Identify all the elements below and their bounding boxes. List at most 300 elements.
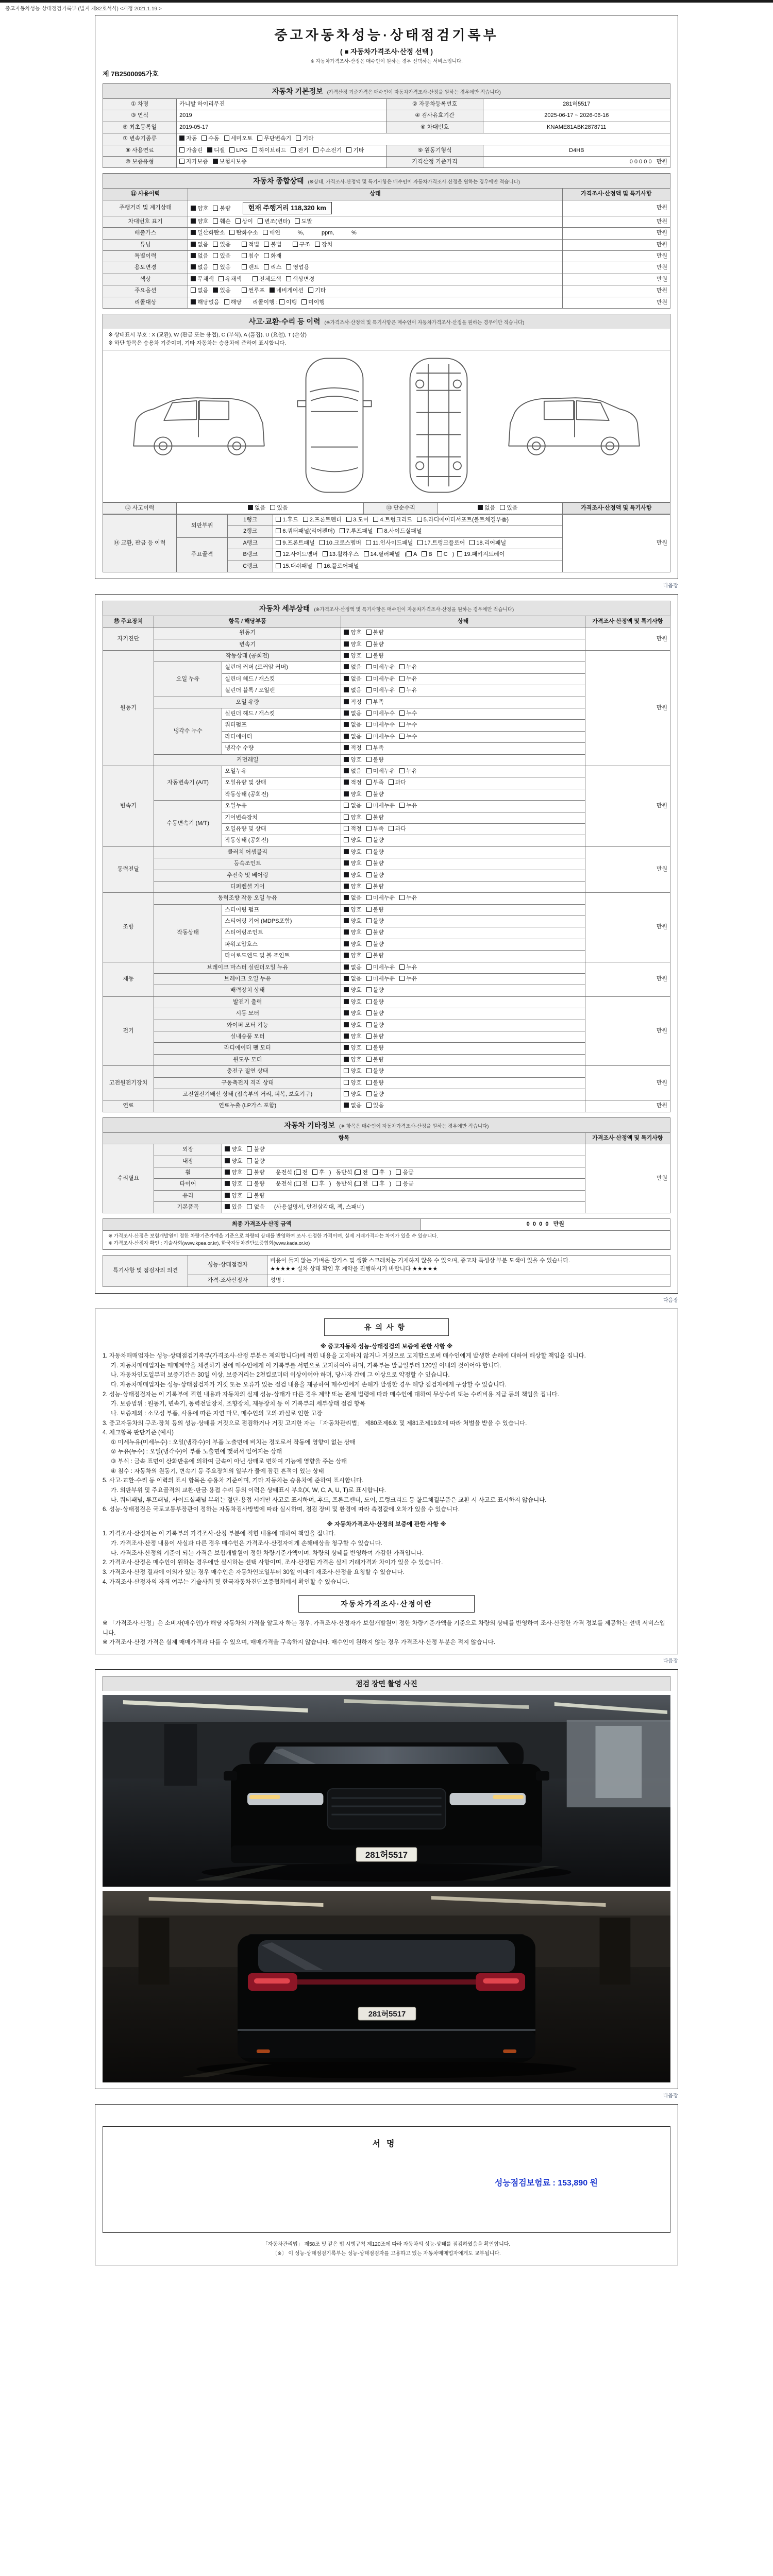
cell (341, 974, 585, 985)
cell: 만원 (562, 285, 670, 297)
cell: 고전원전기배선 상태 (접속부의 거리, 피복, 보호기구) (154, 1089, 341, 1100)
checkbox (344, 630, 349, 635)
photos-title: 점검 장면 촬영 사진 (356, 1680, 417, 1688)
checkbox-option: 불량 (366, 641, 384, 649)
checkbox-option: 없음 (478, 504, 495, 512)
accident-legend-line-1: ※ 상태표시 부호 : X (교환), W (판금 또는 용접), C (부식), A (흠집), U (요철), T (손상) (108, 332, 307, 338)
next-page-label: 다음장 (663, 1658, 678, 1665)
cell: ⑭ 교환, 판금 등 이력 (103, 514, 177, 572)
checkbox-option: 양호 (344, 918, 361, 925)
checkbox-option: 없음 (344, 710, 361, 718)
cell: 상태 (188, 189, 563, 200)
cell (273, 514, 563, 526)
checkbox-option: 양호 (344, 629, 361, 637)
checkbox-option: 양호 (344, 814, 361, 822)
license-plate-text: 281허5517 (368, 2009, 406, 2019)
cell: 리콜대상 (103, 297, 188, 308)
cell (341, 720, 585, 731)
checkbox (344, 664, 349, 669)
checkbox-option: 누수 (399, 721, 417, 729)
checkbox-option: 누유 (399, 687, 417, 694)
checkbox (344, 895, 349, 900)
checkbox-option: 1.후드 (276, 516, 298, 524)
panel-repair-table (103, 514, 670, 572)
checkbox (356, 1170, 361, 1175)
table-row (103, 1275, 670, 1286)
checkbox-option: 화재 (264, 252, 281, 260)
table-row (103, 156, 670, 167)
checkbox-option: 도말 (295, 218, 312, 226)
checkbox-option: 불량 (366, 1067, 384, 1075)
checkbox (312, 1170, 317, 1175)
table-row (103, 251, 670, 262)
checkbox (276, 563, 281, 568)
checkbox (399, 676, 405, 681)
car-diagram-top-frame-icon (396, 353, 481, 499)
section-accident-title: 사고·교환·수리 등 이력 (248, 317, 321, 326)
checkbox-option: 후 (373, 1180, 385, 1188)
checkbox-option: 응급 (396, 1180, 413, 1188)
checkbox-option: 없음 (191, 241, 208, 249)
cell: 차대번호 표기 (103, 216, 188, 227)
checkbox-option: 불량 (366, 837, 384, 844)
checkbox (366, 964, 372, 970)
cell: 만원 (585, 962, 670, 996)
checkbox (366, 918, 372, 923)
cell: 작동상태 (공회전) (222, 789, 341, 800)
cell (188, 251, 563, 262)
table-row (103, 145, 670, 156)
checkbox-option: 미세누유 (366, 975, 395, 983)
table-row (103, 1256, 670, 1275)
cell (341, 835, 585, 846)
checkbox (247, 1204, 252, 1209)
checkbox (344, 791, 349, 796)
cell: 주요옵션 (103, 285, 188, 297)
checkbox (396, 1170, 401, 1175)
checkbox (366, 849, 372, 854)
section-detail-title: 자동차 세부상태 (259, 604, 310, 613)
checkbox-option: 후 (312, 1169, 325, 1177)
checkbox-option: 없음 (344, 675, 361, 683)
checkbox-option: 없음 (344, 964, 361, 972)
checkbox (344, 779, 349, 785)
checkbox-option: 양호 (344, 1022, 361, 1029)
cell: 시동 모터 (154, 1008, 341, 1020)
checkbox (366, 1010, 372, 1015)
checkbox-option: 8.사이드실패널 (377, 528, 422, 535)
cell: B랭크 (228, 549, 273, 561)
checkbox (344, 1045, 349, 1050)
checkbox (344, 907, 349, 912)
pricing-info-body (103, 1619, 670, 1648)
checkbox-option: 미세누유 (366, 687, 395, 694)
odometer-highlight: 현재 주행거리 118,320 km (243, 202, 332, 214)
summary-table (103, 188, 670, 309)
cell (341, 1066, 585, 1077)
page-5-signature (95, 2104, 678, 2265)
checkbox-option: 미세누수 (366, 710, 395, 718)
cell: 수리필요 (103, 1144, 154, 1213)
checkbox (344, 1068, 349, 1073)
checkbox (377, 528, 382, 533)
doc-subtitle-note: ※ 자동차가격조사·산정은 매수인이 원하는 경우 선택하는 서비스입니다. (310, 59, 463, 64)
checkbox (248, 505, 253, 510)
checkbox (286, 264, 291, 269)
cell: ⑫ 사고이력 (103, 502, 177, 514)
checkbox-option: 하이브리드 (252, 147, 286, 155)
checkbox (344, 872, 349, 877)
checkbox-option: 미세누수 (366, 721, 395, 729)
cell: 파워고압호스 (222, 939, 341, 950)
checkbox (293, 242, 298, 247)
cell: 기본품목 (154, 1202, 222, 1213)
checkbox-option: 양호 (344, 1067, 361, 1075)
checkbox-option: 누유 (399, 675, 417, 683)
checkbox (270, 287, 275, 293)
cell: 발전기 출력 (154, 996, 341, 1008)
cell (222, 1156, 585, 1167)
checkbox-option: 침수 (242, 252, 259, 260)
checkbox (399, 734, 405, 739)
section-summary-header (103, 173, 670, 188)
cell: 스티어링조인트 (222, 927, 341, 939)
notice-line: ※ 중고자동차 성능·상태점검의 보증에 관한 사항 ※ (320, 1343, 453, 1350)
checkbox (344, 722, 349, 727)
notice-line: 1. 가격조사·산정자는 이 기록부의 가격조사·산정 부분에 적힌 내용에 대하여 책임을 집니다. (103, 1531, 336, 1537)
cell: 만원 (562, 297, 670, 308)
cell: 주행거리 및 계기상태 (103, 200, 188, 216)
checkbox-option: 불량 (366, 629, 384, 637)
cell: ② 자동차등록번호 (386, 99, 483, 110)
checkbox (344, 929, 349, 935)
checkbox-option: 양호 (344, 929, 361, 937)
checkbox (317, 563, 322, 568)
cell (341, 754, 585, 766)
checkbox (303, 517, 308, 522)
cell: 조향 (103, 893, 154, 962)
checkbox-option: 6.쿼터패널(리어펜더) (276, 528, 335, 535)
cell (341, 858, 585, 870)
checkbox-option: 과다 (389, 779, 406, 787)
checkbox-option: 세미오토 (224, 135, 253, 143)
checkbox (366, 734, 372, 739)
checkbox (366, 976, 372, 981)
checkbox (417, 540, 423, 545)
cell: 커먼레일 (154, 754, 341, 766)
basic-info-table (103, 98, 670, 168)
table-row (103, 893, 670, 904)
cell: 만원 (585, 846, 670, 893)
cell (341, 662, 585, 673)
cell: 냉각수 누수 (154, 708, 222, 755)
checkbox (366, 653, 372, 658)
checkbox (399, 803, 405, 808)
checkbox-option: 누유 (399, 975, 417, 983)
checkbox (242, 253, 247, 258)
checkbox (344, 826, 349, 831)
cell (177, 133, 670, 145)
checkbox (296, 1170, 301, 1175)
checkbox (264, 242, 269, 247)
checkbox (179, 159, 184, 164)
photos-header (103, 1676, 670, 1691)
cell: 튜닝 (103, 239, 188, 250)
cell: 원동기 (154, 628, 341, 639)
cell: 2랭크 (228, 526, 273, 537)
pricing-info-block (103, 1595, 670, 1648)
cell: 전기 (103, 996, 154, 1065)
cell: 가격조사·산정액 및 특기사항 (562, 502, 670, 514)
cell (341, 904, 585, 916)
checkbox-option: 미세누유 (366, 675, 395, 683)
table-row (103, 502, 670, 514)
cell: 281허5517 (483, 99, 670, 110)
checkbox-option: 없음 (344, 768, 361, 775)
cell: 해당없음 해당 리콜이행 : 이행 미이행 (188, 297, 563, 308)
cell: 용도변경 (103, 262, 188, 274)
section-etc-title: 자동차 기타정보 (284, 1121, 335, 1129)
cell: 원동기 (103, 651, 154, 766)
checkbox (344, 999, 349, 1004)
checkbox-option: 불량 (213, 205, 230, 213)
checkbox-option: 탄화수소 (229, 229, 258, 237)
checkbox (422, 551, 427, 556)
notice-line: ④ 침수 : 자동차의 원동기, 변속기 등 주요장치의 일부가 물에 잠긴 흔적이 있는 상태 (111, 1468, 324, 1475)
final-price-table (103, 1218, 670, 1230)
checkbox-option: 양호 (344, 1044, 361, 1052)
checkbox-option: A (407, 551, 417, 558)
checkbox-option: 불량 (366, 1010, 384, 1018)
checkbox (213, 206, 218, 211)
notice-line: 2. 성능·상태점검자는 이 기록부에 적힌 내용과 자동차의 실제 성능·상태가 다른 경우 계약 또는 관계 법령에 따라 매수인에 대하여 무상수리 또는 수리비용 지급 등의 책임을 집니다. (103, 1391, 559, 1398)
checkbox (344, 815, 349, 820)
checkbox-option: 매연 (263, 229, 280, 237)
cell: 가격조사·산정액 및 특기사항 (585, 1132, 670, 1144)
table-row (103, 228, 670, 239)
final-price-note-1: ※ 가격조사·산정은 보험개발원이 정한 차량기준가액을 기준으로 차량의 상태를 반영하여 조사·산정한 가격이며, 실제 거래가격과는 차이가 있을 수 있습니다. (108, 1233, 438, 1239)
checkbox (323, 551, 328, 556)
checkbox (344, 849, 349, 854)
cell: 타이로드엔드 및 볼 조인트 (222, 951, 341, 962)
checkbox-option: 가솔린 (179, 147, 203, 155)
checkbox-option: 불량 (366, 791, 384, 799)
cell (341, 1054, 585, 1065)
checkbox-option: 4.트렁크리드 (373, 516, 412, 524)
doc-number-prefix: 제 (103, 70, 109, 78)
notice-line: ※ 가격조사·산정 가격은 실제 매매가격과 다를 수 있으며, 매매가격을 구속하지 않습니다. 매수인이 원하지 않는 경우 가격조사·산정 부분은 적지 않습니다. (103, 1639, 496, 1646)
checkbox (213, 242, 218, 247)
checkbox (366, 1080, 372, 1085)
checkbox (366, 791, 372, 796)
cell: 2019 (177, 110, 386, 122)
checkbox (373, 1170, 378, 1175)
checkbox-option: 미세누유 (366, 964, 395, 972)
notice-line: 가. 자동차매매업자는 매매계약을 체결하기 전에 매수인에게 이 기록부를 서면으로 고지하여야 하며, 기록부는 발급일부터 120일 이내의 것이어야 합니다. (111, 1362, 501, 1369)
cell (341, 962, 585, 973)
notice-line: 나. 가격조사·산정의 기준이 되는 가격은 보험개발원이 정한 차량기준가액이며, 차량의 상태를 반영하여 가감한 가격입니다. (111, 1550, 424, 1556)
cell (341, 685, 585, 697)
cell (222, 1190, 585, 1201)
table-row (103, 285, 670, 297)
cell (273, 561, 563, 572)
cell: 비용이 들지 않는 가벼운 잔기스 및 생활 스크래치는 기재하지 않을 수 있으며, 중고차 특성상 부분 도색이 있을 수 있습니다. ★★★★★ 실차 상태 확인 후 계약을 진행하시기 바랍니다 ★★★★★ (267, 1256, 670, 1275)
checkbox (346, 517, 351, 522)
table-row (103, 651, 670, 662)
table-row (103, 216, 670, 227)
checkbox-option: 양호 (344, 860, 361, 868)
table-row (103, 110, 670, 122)
checkbox (253, 276, 258, 281)
checkbox-option: 없음 (344, 721, 361, 729)
checkbox (366, 1103, 372, 1108)
cell (222, 1144, 585, 1156)
table-row (103, 122, 670, 133)
legal-notes (103, 2240, 670, 2259)
cell: 만원 (562, 514, 670, 572)
cell: 자동변속기 (A/T) (154, 766, 222, 801)
checkbox-option: 불량 (247, 1180, 264, 1188)
checkbox (373, 517, 378, 522)
notice-line: 4. 체크항목 판단기준 (예시) (103, 1430, 174, 1436)
checkbox-option: 변조(변타) (258, 218, 290, 226)
checkbox (366, 1091, 372, 1096)
cell (188, 274, 563, 285)
checkbox-option: 있음 (213, 287, 230, 295)
cell: 최종 가격조사·산정 금액 (103, 1219, 421, 1230)
checkbox (396, 1181, 401, 1186)
cell (341, 893, 585, 904)
table-row (103, 262, 670, 274)
checkbox-option: 양호 (344, 756, 361, 764)
checkbox (346, 147, 351, 152)
checkbox-option: 디젤 (207, 147, 225, 155)
checkbox (389, 826, 394, 831)
section-accident-header (103, 314, 670, 329)
checkbox-option: 불량 (366, 1091, 384, 1098)
checkbox-option: 누수 (399, 710, 417, 718)
checkbox-option: 기타 (346, 147, 364, 155)
checkbox (225, 1170, 230, 1175)
checkbox-option: 네비게이션 (270, 287, 304, 295)
checkbox-option: 일산화탄소 (191, 229, 225, 237)
checkbox-option: 미세누유 (366, 894, 395, 902)
section-detail-header (103, 601, 670, 616)
doc-title: 중고자동차성능·상태점검기록부 (274, 27, 499, 43)
checkbox-option: 있음 (225, 1204, 242, 1211)
table-row (103, 514, 670, 526)
checkbox-option: 없음 (191, 264, 208, 272)
checkbox (366, 687, 372, 692)
cell: 냉각수 수량 (222, 743, 341, 754)
checkbox-option: 상이 (236, 218, 253, 226)
checkbox-option: 누유 (399, 768, 417, 775)
checkbox (247, 1181, 252, 1186)
checkbox-option: 15.대쉬패널 (276, 563, 312, 570)
cell (341, 731, 585, 742)
checkbox-option: 양호 (344, 941, 361, 948)
checkbox (407, 551, 412, 556)
notice-line: 나. 자동차인도일부터 보증기간은 30일 이상, 보증거리는 2천킬로미터 이상이어야 하며, 당사자 간에 그 이상으로 약정할 수 있습니다. (111, 1372, 450, 1379)
checkbox-option: 3.도어 (346, 516, 368, 524)
cell: 구동축전지 격리 상태 (154, 1077, 341, 1089)
notice-line: 다. 자동차매매업자는 성능·상태점검자가 거짓 또는 오류가 있는 점검 내용을 제공하여 매수인에게 손해가 발생한 경우 해당 점검자에게 구상할 수 있습니다. (111, 1382, 507, 1388)
table-row (103, 846, 670, 858)
checkbox-option: 부족 (366, 744, 384, 752)
cell (341, 766, 585, 777)
cell: 라디에이터 팬 모터 (154, 1043, 341, 1054)
checkbox (344, 953, 349, 958)
checkbox (344, 745, 349, 750)
checkbox-option: 있음 (213, 241, 230, 249)
checkbox-option: 적정 (344, 825, 361, 833)
checkbox (344, 699, 349, 704)
notice-line: ③ 부식 : 금속 표면이 산화반응에 의하여 금속이 아닌 상태로 변하여 기능에 영향을 주는 상태 (111, 1459, 347, 1465)
checkbox (399, 976, 405, 981)
checkbox (366, 1033, 372, 1039)
cell: ⑮ 주요장치 (103, 616, 154, 627)
cell: ⑥ 차대번호 (386, 122, 483, 133)
checkbox-option: 해당없음 (191, 299, 220, 307)
checkbox-option: 양호 (344, 1056, 361, 1064)
section-basic-note: (가격산정 기준가격은 매수인이 자동차가격조사·산정을 원하는 경우에만 적습니다) (327, 90, 501, 95)
checkbox-option: 누유 (399, 802, 417, 810)
checkbox (219, 276, 224, 281)
checkbox (344, 884, 349, 889)
checkbox-option: 7.루프패널 (340, 528, 373, 535)
doc-number (103, 69, 670, 78)
checkbox-option: 19.패키지트레이 (457, 551, 505, 558)
cell: 타이어 (154, 1179, 222, 1190)
checkbox (344, 1080, 349, 1085)
checkbox (213, 264, 218, 269)
checkbox (399, 664, 405, 669)
final-price-notes (103, 1231, 670, 1250)
table-row (103, 200, 670, 216)
checkbox (366, 895, 372, 900)
notice-line: 나. 쿼터패널, 루프패널, 사이드실패널 부위는 절단·용접 시에만 사고로 표시하며, 후드, 프론트펜더, 도어, 트렁크리드 등 볼트체결부품은 교환 시 사고로 표시하지 않습니다. (111, 1497, 547, 1503)
checkbox-option: 양호 (344, 906, 361, 914)
checkbox (373, 1181, 378, 1186)
checkbox-option: 전기 (291, 147, 308, 155)
checkbox (344, 1091, 349, 1096)
checkbox (191, 242, 196, 247)
checkbox-option: 무단변속기 (257, 135, 291, 143)
cell: 내장 (154, 1156, 222, 1167)
checkbox (225, 1146, 230, 1151)
checkbox-option: 부족 (366, 699, 384, 706)
checkbox (313, 147, 318, 152)
cell: 특기사항 및 점검자의 의견 (103, 1256, 188, 1286)
cell: ⑨ 원동기형식 (386, 145, 483, 156)
checkbox-option: 양호 (225, 1158, 242, 1165)
checkbox-option: 불량 (366, 860, 384, 868)
checkbox (191, 264, 196, 269)
cell (341, 651, 585, 662)
cell: ⑩ 보증유형 (103, 156, 177, 167)
checkbox (276, 540, 281, 545)
checkbox (344, 1033, 349, 1039)
cell (177, 156, 386, 167)
checkbox (242, 287, 247, 293)
signature-title: 서명 (372, 2140, 401, 2149)
accident-legend-line-2: ※ 하단 항목은 승용차 기준이며, 기타 자동차는 승용차에 준하여 표시합니다. (108, 340, 287, 347)
checkbox (191, 206, 196, 211)
checkbox (236, 218, 241, 224)
cell: 성능·상태점검자 (188, 1256, 267, 1275)
cell (188, 216, 563, 227)
checkbox-option: 없음 (344, 664, 361, 671)
